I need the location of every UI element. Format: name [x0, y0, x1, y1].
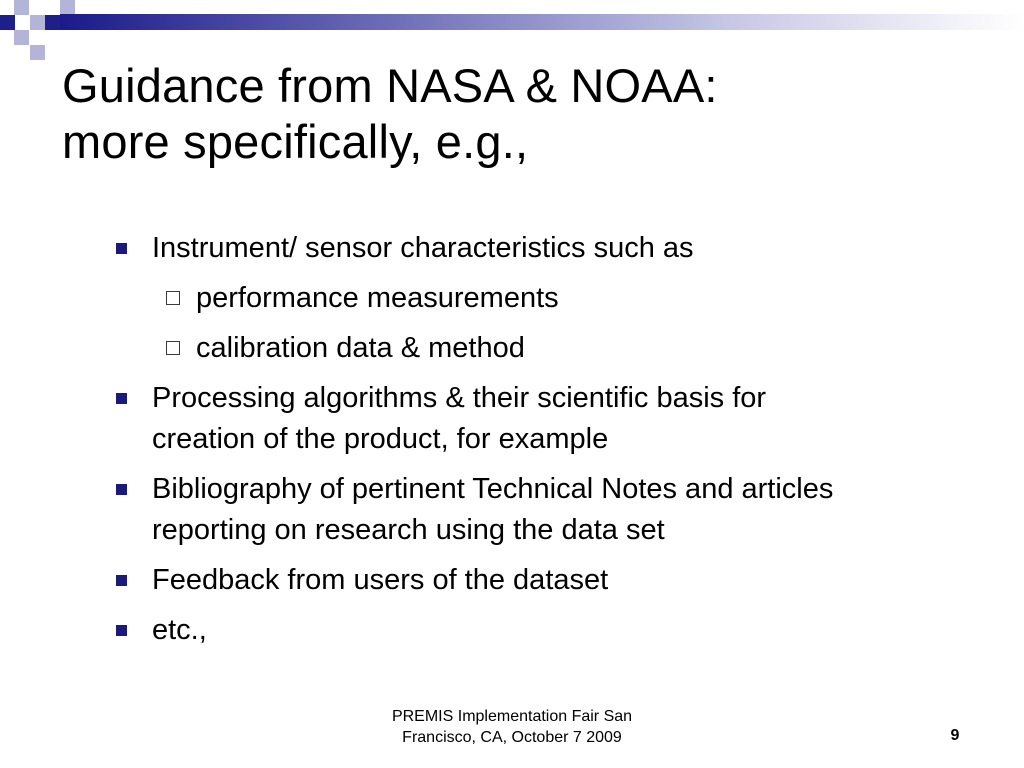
slide-title-line: more specifically, e.g.,: [62, 115, 529, 168]
decor-square: [14, 30, 29, 45]
bullet-item: [116, 560, 996, 601]
bullet-text: Feedback from users of the dataset: [152, 564, 609, 596]
slide-footer: [362, 706, 662, 748]
bullet-item: [116, 610, 996, 651]
sub-bullet-text: performance measurements: [196, 282, 559, 314]
slide-title-line: Guidance from NASA & NOAA:: [62, 59, 718, 112]
sub-bullet-item: [116, 328, 996, 369]
square-bullet-icon: [116, 625, 127, 636]
bullet-item: [116, 378, 996, 460]
slide-title: [62, 58, 718, 170]
decor-square: [0, 15, 15, 30]
bullet-text-line: Bibliography of pertinent Technical Notes and articles: [152, 473, 834, 505]
hollow-square-bullet-icon: [166, 291, 180, 305]
decor-square: [30, 15, 45, 30]
decor-square: [45, 15, 60, 30]
slide-body: [116, 228, 996, 660]
header-gradient-band: [60, 14, 1024, 30]
footer-line: Francisco, CA, October 7 2009: [402, 729, 622, 746]
footer-line: PREMIS Implementation Fair San: [391, 708, 633, 725]
square-bullet-icon: [116, 484, 127, 495]
decor-square: [30, 45, 45, 60]
bullet-item: [116, 469, 996, 551]
bullet-text: Instrument/ sensor characteristics such as: [152, 232, 694, 264]
square-bullet-icon: [116, 243, 127, 254]
decor-square: [14, 0, 29, 15]
sub-bullet-item: [116, 278, 996, 319]
bullet-text: etc.,: [152, 614, 207, 646]
page-number: 9: [950, 727, 960, 744]
hollow-square-bullet-icon: [166, 341, 180, 355]
sub-bullet-text: calibration data & method: [196, 332, 525, 364]
square-bullet-icon: [116, 393, 127, 404]
bullet-text-line: creation of the product, for example: [152, 423, 609, 455]
decor-square: [60, 0, 75, 15]
bullet-text-line: Processing algorithms & their scientific basis for: [152, 382, 767, 414]
bullet-item: [116, 228, 996, 269]
square-bullet-icon: [116, 575, 127, 586]
bullet-text-line: reporting on research using the data set: [152, 514, 665, 546]
